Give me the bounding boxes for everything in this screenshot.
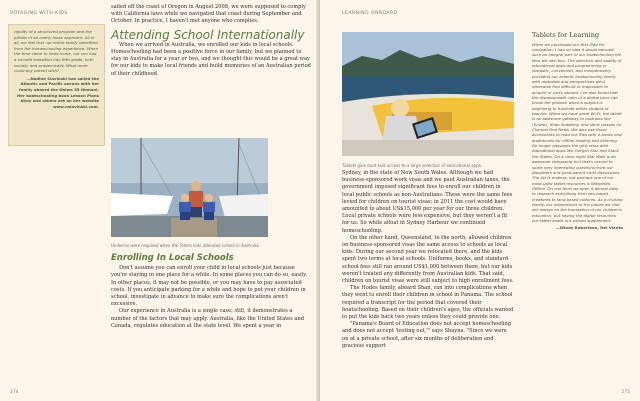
fees-paragraph: Sydney, in the state of New South Wales. Although we had business-sponsored work visas and we paid Australian taxes, the government imposed significant fees to enroll our children in local public schools as non-Australians. These were the same fees levied for children on tourist visas; in 2011 the cost would have amounted to about US$15,000 per year for our three children. Local private schools were less expensive, but they weren't a fit for us. So while afloat in Sydney Harbour we continued homeschooling. [342,170,513,234]
sidebar-text: When we purchased our first iPad for navigation, I had no idea it would become such an integral part of our boatschooling life. Now we own two. The selection and quality of educational apps and programming is fantastic, convenient, and inexpensively providing our eclectic boatschooling family with materials and perspectives we'd otherwise find difficult or impossible to acquire or carry aboard. I've also found that the dispassionate calm of a digital tutor can break the gridlock when a subject is beginning to frustrate either student or teacher. When we have great Wi-Fi, the tablet is an awesome gateway to podcasts like iTunesU, Khan Academy, and short classes on Channel One News. We also use those accessories to read our iPad with e-books and audiobooks for offline reading and listening. On longer passages the girls relax with educational apps like Oregon Star and Stack the States. On a clear night Star Walk is an awesome stargazing tool that's served to spark very interesting questions from our daughters and good parent-child discussions. The list is endless, but perhaps one of our most-used tablet resources is Wikipedia Offline. On one level we open it almost daily to research everything from sea-based creatures to land-based cultures. As a cruising family, our experiences in the places we visit will always be the foundation of our children's education, but having the digital resources our tablet avails is a valued supplement. [532,41,623,223]
enrolling-paragraph-1: Don't assume you can enroll your child in local schools just because you're staying in one place for a while. In some places you can do so, easily. In other places, it may not be possible, or you may have to pay associated costs. If you anticipate parking for a while and hope to put your children in school, investigate in advance to make sure the complications aren't excessive. [111,265,308,308]
queensland-paragraph: On the other hand, Queensland, to the north, allowed children on business-sponsored visas the same access to schools as local kids. During our second year we relocated there, and the kids spent two terms at local schools. Uniforms, books, and standard school fees still ran around US$1,000 between them, but our kids weren't treated any differently from Australian kids. That said, children on tourist visas were still subject to high enrollment fees. [342,234,514,285]
intro-paragraph: sailed off the coast of Oregon in August 2008, we were supposed to comply with California laws while we navigated that coast during September and October. In practice, I haven't met anyone who complies. [111,4,306,25]
heading-attending-school: Attending School Internationally [111,27,305,42]
attending-school-paragraph: When we arrived in Australia, we enrolled our kids in local schools. Homeschooling had been a positive force in our family, but we planned to stay in Australia for a year or two, and we thought this would be a great way for our kids to make local friends and build memories of an Australian period of their childhood. [111,41,311,77]
marina-photo-illustration [111,138,268,237]
running-head-left: VOYAGING WITH KIDS [10,11,68,16]
heading-enrolling: Enrolling In Local Schools [111,253,234,263]
tablet-photo-caption: Tablets give boat kids access to a large selection of educational apps. [342,163,483,168]
folio-left: 274 [10,390,19,395]
running-head-right: LEARNING ONBOARD [342,11,398,16]
uniform-photo-caption: Uniforms were required when the Totem kids attended school in Australia. [111,243,260,248]
sidebar-title: Tablets for Learning [532,31,600,39]
tablets-sidebar [526,27,629,378]
enrolling-paragraph-2: Our experience in Australia is a single case; still, it demonstrates a number of the factors that may apply. Australia, like the United States and Canada, regulates education at the state level. We spent a year in [111,308,304,329]
quote-sidebar [8,24,105,146]
tablet-kid-photo [342,32,514,156]
cockpit-photo-illustration [342,32,514,156]
sidebar-byline: —Nadine Slavinski has sailed the Atlantic and Pacific oceans with her family aboard the Daiwa 35 Namani. Her boatschooling book Lesson Plans Ahoy and others are on her website www.nslavinski.com. [17,75,99,109]
sidebar-quote: rigidity of a structured program and the pitfalls of an overly loose approach. All in all, we feel that our entire family benefited from the homeschooling experience. When the time came to head home, our son had a smooth transition into fifth grade, both socially and academically. What more could any parent wish? [14,29,99,74]
folio-right: 275 [621,390,630,395]
right-column-text [342,170,514,350]
left-column-top [111,4,311,78]
hodes-paragraph: The Hodes family, aboard Shan, ran into complications when they went to enroll their children in school in Panama. The school required a transcript for the period that covered their boatschooling. Based on their children's ages, the officials wanted to put the kids back two years unless they could provide one. [342,285,514,321]
left-column-bottom [111,250,311,330]
sidebar-byline-right: —Windy Robertson, Del Viento [555,225,623,231]
panama-paragraph: "Panama's Board of Education does not accept homeschooling and does not accept 'testing out,'" says Shayna. "Since we were on at a private school, after six months of deliberation and gracious support [342,321,512,349]
uniform-kids-photo [111,138,268,237]
right-page [320,0,640,401]
